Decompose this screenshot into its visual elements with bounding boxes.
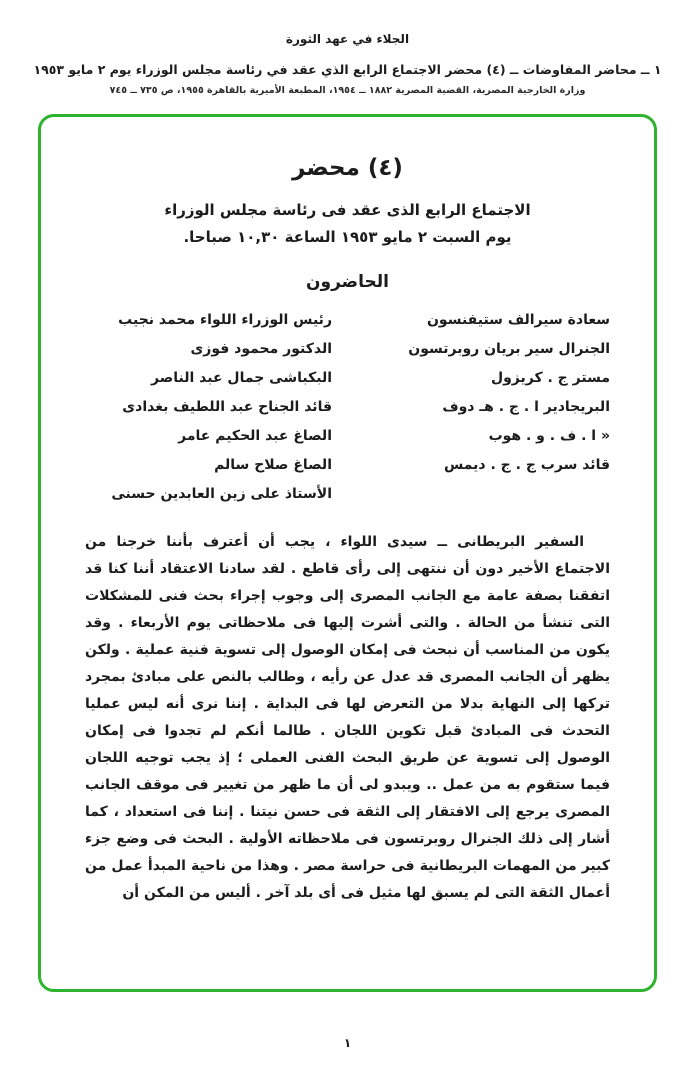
minutes-body-paragraph: السفير البريطانى ــ سيدى اللواء ، يجب أن أعترف بأننا خرجنا من الاجتماع الأخير دون أن ننتهى إلى رأى قاطع . لقد سادنا الاعتقاد أننا كنا قد اتفقنا بصفة عامة مع الجانب المصرى إلى وجوب إجراء بحث فنى للمشكلات التى تنشأ من الحالة . والتى أشرت إليها فى ملاحظاتى يوم الأربعاء . وقد يكون من المناسب أن نبحث فى إمكان الوصول إلى تسوية فنية عملية . ولكن يظهر أن الجانب المصرى قد عدل عن رأيه ، وطالب بالنص على مبادئ بمجرد تركها إلى النهاية بدلا من التعرض لها فى البداية . إننا نرى أنه ليس عمليا التحدث فى المبادئ قبل تكوين اللجان . طالما أنكم لم تجدوا فى إمكان الوصول إلى تسوية عن طريق البحث الفنى العملى ؛ إذ يجب توجيه اللجان فيما ستقوم به من عمل .. ويبدو لى أن ما ظهر من تغيير فى موقف الجانب المصرى يرجع إلى الافتقار إلى الثقة فى حسن نيتنا . إننا فى استعداد ، كما أشار إلى ذلك الجنرال روبرتسون فى ملاحظاته الأولية . البحث فى وضع جزء كبير من المهمات البريطانية فى حراسة مصر . وهذا من ناحية المبدأ عمل من أعمال الثقة التى لم يسبق لها مثيل فى أى بلد آخر . أليس من المكن أن	[85, 534, 610, 901]
attendee-row	[85, 364, 610, 393]
attendees-title: الحاضرون	[306, 272, 389, 292]
attendee-name: الصاغ عبد الحكيم عامر	[178, 428, 332, 444]
chapter-heading: ١ ــ محاضر المفاوضات ــ (٤) محضر الاجتماع الرابع الذي عقد في رئاسة مجلس الوزراء يوم ٢ مايو ١٩٥٣	[33, 62, 662, 77]
attendee-name: قائد سرب ج . ج . ديمس	[444, 457, 610, 473]
source-citation: وزارة الخارجية المصرية، القضية المصرية ١٨٨٢ ــ ١٩٥٤، المطبعة الأميرية بالقاهرة ١٩٥٥، ص ٧٣٥ ــ ٧٤٥	[109, 85, 586, 96]
attendee-row	[85, 393, 610, 422]
minutes-heading: (٤) محضر	[292, 155, 403, 181]
attendee-name: الصاغ صلاح سالم	[214, 457, 332, 473]
attendee-name: قائد الجناح عبد اللطيف بغدادى	[122, 399, 332, 415]
attendee-name: البكباشى جمال عبد الناصر	[151, 370, 332, 386]
attendee-row	[85, 335, 610, 364]
meeting-date-line: يوم السبت ٢ مايو ١٩٥٣ الساعة ١٠,٣٠ صباحا.	[183, 228, 512, 246]
attendee-row	[85, 451, 610, 480]
attendee-row	[85, 480, 610, 509]
attendee-name: الدكتور محمود فوزى	[190, 341, 332, 357]
attendee-name: الجنرال سير بريان روبرتسون	[408, 341, 610, 357]
document-frame	[38, 114, 657, 992]
attendee-name: رئيس الوزراء اللواء محمد نجيب	[118, 312, 332, 328]
attendee-name: مستر ج . كريزول	[490, 370, 610, 386]
attendee-name: البريجادير ا . ج . هـ دوف	[442, 399, 610, 415]
attendee-name: « ا . ف . و . هوب	[488, 428, 610, 444]
book-title: الجلاء في عهد الثورة	[285, 32, 410, 46]
attendee-name: سعادة سيرالف ستيفنسون	[426, 312, 610, 328]
page-number: ١	[343, 1036, 352, 1050]
attendee-row	[85, 422, 610, 451]
attendee-name	[358, 480, 610, 509]
attendee-row	[85, 306, 610, 335]
meeting-subheading: الاجتماع الرابع الذى عقد فى رئاسة مجلس الوزراء	[164, 201, 531, 219]
attendee-name: الأستاذ على زين العابدين حسنى	[111, 486, 332, 502]
page-header	[0, 32, 695, 96]
attendees-list	[85, 306, 610, 509]
